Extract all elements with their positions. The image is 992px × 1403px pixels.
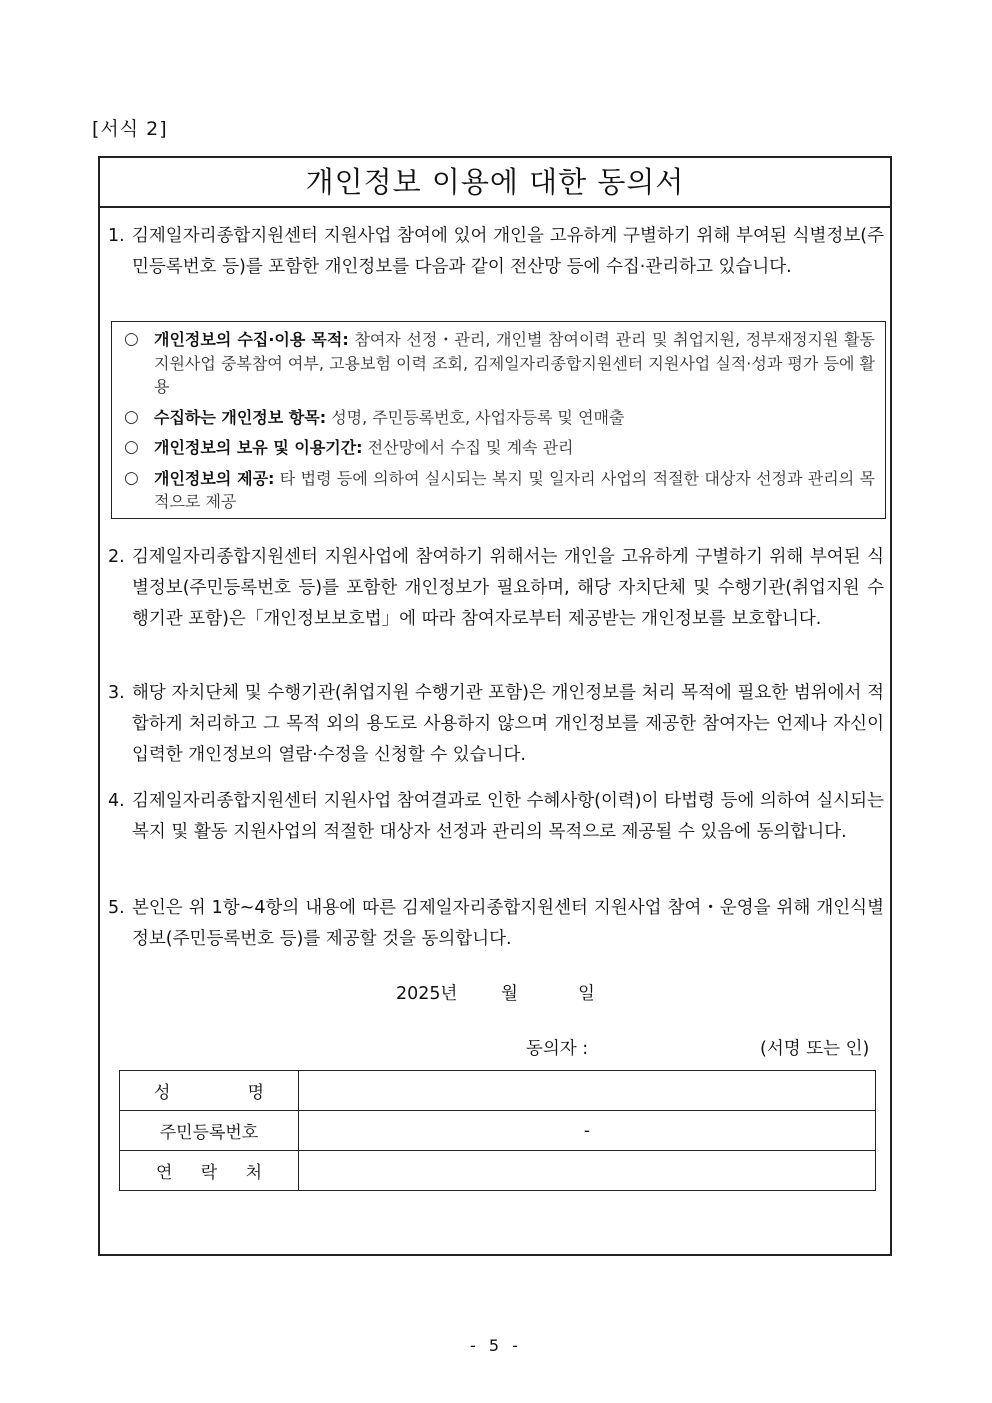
box-item-text: 전산망에서 수집 및 계속 관리 — [362, 438, 574, 457]
section-text: 김제일자리종합지원센터 지원사업 참여에 있어 개인을 고유하게 구별하기 위해 부여된 식별정보(주민등록번호 등)를 포함한 개인정보를 다음과 같이 전산망 등에 수집·관리하고 있습니다. — [132, 226, 884, 277]
section-1 — [108, 221, 884, 283]
label-char: 명 — [247, 1083, 264, 1103]
section-number: 5. — [108, 898, 125, 918]
box-item-text: 성명, 주민등록번호, 사업자등록 및 연매출 — [326, 407, 625, 427]
label-char: 처 — [245, 1163, 262, 1183]
form-number-tag: [서식 2] — [92, 118, 168, 140]
section-5 — [108, 893, 884, 955]
box-item-label: 개인정보의 보유 및 이용기간: — [154, 438, 363, 457]
box-item-label: 수집하는 개인정보 항목: — [154, 407, 327, 427]
date-month: 월 — [501, 984, 518, 1004]
contact-label-cell — [120, 1151, 299, 1191]
label-char: 성 — [154, 1083, 171, 1103]
rrn-field[interactable]: - — [299, 1111, 876, 1151]
label-char: 락 — [200, 1163, 218, 1183]
section-3 — [108, 678, 884, 771]
box-item-label: 개인정보의 제공: — [154, 468, 275, 488]
name-label-cell — [120, 1071, 299, 1111]
circle-bullet-icon: ○ — [124, 329, 139, 349]
section-text: 본인은 위 1항~4항의 내용에 따른 김제일자리종합지원센터 지원사업 참여・운영을 위해 개인식별정보(주민등록번호 등)를 제공할 것을 동의합니다. — [132, 898, 884, 949]
box-item-label: 개인정보의 수집·이용 목적: — [154, 330, 349, 349]
section-text: 김제일자리종합지원센터 지원사업 참여결과로 인한 수혜사항(이력)이 타법령 등에 의하여 실시되는 복지 및 활동 지원사업의 적절한 대상자 선정과 관리의 목적으로 제공될 수 있음에 동의합니다. — [132, 791, 884, 842]
label-char: 연 — [156, 1163, 173, 1183]
section-4 — [108, 786, 884, 848]
section-text: 해당 자치단체 및 수행기관(취업지원 수행기관 포함)은 개인정보를 처리 목적에 필요한 범위에서 적합하게 처리하고 그 목적 외의 용도로 사용하지 않으며 개인정보를 제공한 참여자는 언제나 자신이 입력한 개인정보의 열람·수정을 신청할 수 있습니다. — [132, 683, 884, 765]
circle-bullet-icon: ○ — [124, 406, 139, 427]
box-item-provision — [124, 467, 875, 514]
date-year: 2025년 — [396, 984, 458, 1004]
box-item-purpose — [124, 328, 875, 399]
circle-bullet-icon: ○ — [124, 467, 139, 488]
table-row — [120, 1071, 876, 1111]
section-number: 4. — [108, 791, 125, 811]
box-item-text: 타 법령 등에 의하여 실시되는 복지 및 일자리 사업의 적절한 대상자 선정과 관리의 목적으로 제공 — [154, 468, 875, 511]
section-number: 3. — [108, 683, 125, 703]
form-title: 개인정보 이용에 대한 동의서 — [100, 158, 890, 208]
box-item-text: 참여자 선정・관리, 개인별 참여이력 관리 및 취업지원, 정부재정지원 활동 지원사업 중복참여 여부, 고용보험 이력 조회, 김제일자리종합지원센터 지원사업 실적·성과 평가 등에 활용 — [154, 330, 876, 396]
signature-table — [119, 1070, 876, 1191]
signature-hint: (서명 또는 인) — [760, 1039, 870, 1059]
date-day: 일 — [578, 984, 595, 1004]
page-number: - 5 - — [470, 1336, 522, 1355]
circle-bullet-icon: ○ — [124, 437, 139, 457]
box-item-retention — [124, 436, 875, 460]
collection-details-box — [111, 321, 886, 519]
section-2 — [108, 542, 884, 635]
consent-form-frame — [98, 156, 892, 1256]
box-item-fields — [124, 406, 875, 430]
rrn-label-cell: 주민등록번호 — [120, 1111, 299, 1151]
name-field[interactable] — [299, 1071, 876, 1111]
section-number: 1. — [108, 226, 125, 246]
consenter-label: 동의자 : — [526, 1039, 589, 1059]
contact-field[interactable] — [299, 1151, 876, 1191]
table-row — [120, 1151, 876, 1191]
section-text: 김제일자리종합지원센터 지원사업에 참여하기 위해서는 개인을 고유하게 구별하기 위해 부여된 식별정보(주민등록번호 등)를 포함한 개인정보가 필요하며, 해당 자치단체 및 수행기관(취업지원 수행기관 포함)은「개인정보보호법」에 따라 참여자로부터 제공받는 개인정보를 보호합니다. — [132, 547, 884, 629]
section-number: 2. — [108, 547, 125, 567]
table-row — [120, 1111, 876, 1151]
